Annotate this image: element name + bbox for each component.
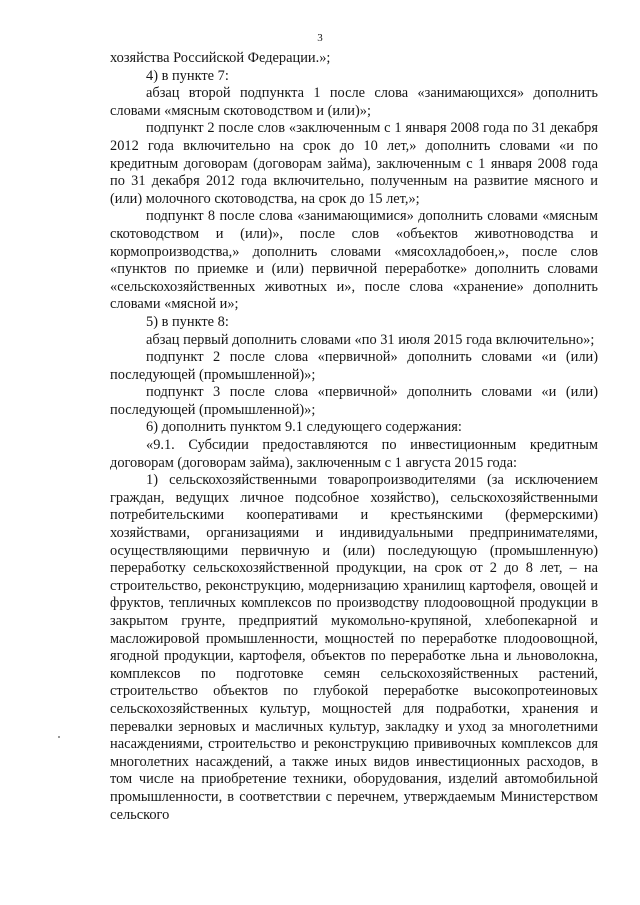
paragraph-item-4-abzac: абзац второй подпункта 1 после слова «занимающихся» дополнить словами «мясным скотоводством и (или)»; [110, 85, 598, 119]
paragraph-item-5: 5) в пункте 8: [146, 313, 229, 330]
document-text [110, 50, 598, 824]
paragraph-continuation: хозяйства Российской Федерации.»; [110, 50, 331, 66]
paragraph-item-4-subitem-2: подпункт 2 после слов «заключенным с 1 января 2008 года по 31 декабря 2012 года включительно на срок до 10 лет,» дополнить словами «и по кредитным договорам (договорам займа), заключенным с 1 января 2008 года по 31 декабря 2012 года включительно, полученным на развитие мясного и (или) молочного скотоводства, на срок до 15 лет,»; [110, 120, 598, 207]
paragraph-item-4-subitem-8: подпункт 8 после слова «занимающимися» дополнить словами «мясным скотоводством и (или)», после слов «объектов животноводства и кормопроизводства,» дополнить словами «мясохладобоен,», после слов «пунктов по приемке и (или) первичной переработке» дополнить словами «сельскохозяйственных животных и», после слова «хранение» дополнить словами «мясной и»; [110, 208, 598, 313]
scan-speck [58, 736, 60, 738]
paragraph-item-5-abzac: абзац первый дополнить словами «по 31 июля 2015 года включительно»; [146, 331, 595, 348]
page-number: 3 [317, 32, 323, 44]
paragraph-item-5-subitem-3: подпункт 3 после слова «первичной» дополнить словами «и (или) последующей (промышленной)»; [110, 384, 598, 418]
paragraph-item-4: 4) в пункте 7: [146, 67, 229, 84]
paragraph-9-1: «9.1. Субсидии предоставляются по инвестиционным кредитным договорам (договорам займа), заключенным с 1 августа 2015 года: [110, 437, 598, 471]
paragraph-9-1-subitem-1: 1) сельскохозяйственными товаропроизводителями (за исключением граждан, ведущих личное подсобное хозяйство), сельскохозяйственными потребительскими кооперативами и крестьянскими (фермерскими) хозяйствами, организациями и индивидуальными предпринимателями, осуществляющими первичную и (или) последующую (промышленную) переработку сельскохозяйственной продукции, на срок от 2 до 8 лет, – на строительство, реконструкцию, модернизацию хранилищ картофеля, овощей и фруктов, тепличных комплексов по производству плодоовощной продукции в закрытом грунте, предприятий мукомольно-крупяной, хлебопекарной и масложировой промышленности, мощностей по переработке плодоовощной, ягодной продукции, картофеля, объектов по переработке льна и льноволокна, комплексов по подготовке семян сельскохозяйственных растений, строительство объектов по глубокой переработке высокопротеиновых сельскохозяйственных культур, мощностей для подработки, хранения и перевалки зерновых и масличных культур, закладку и уход за многолетними насаждениями, строительство и реконструкцию прививочных комплексов для многолетних насаждений, а также иных видов инвестиционных расходов, в том числе на приобретение техники, оборудования, изделий автомобильной промышленности, в соответствии с перечнем, утверждаемым Министерством сельского [110, 472, 598, 823]
paragraph-item-6: 6) дополнить пунктом 9.1 следующего содержания: [146, 419, 462, 436]
paragraph-item-5-subitem-2: подпункт 2 после слова «первичной» дополнить словами «и (или) последующей (промышленной)»; [110, 349, 598, 383]
